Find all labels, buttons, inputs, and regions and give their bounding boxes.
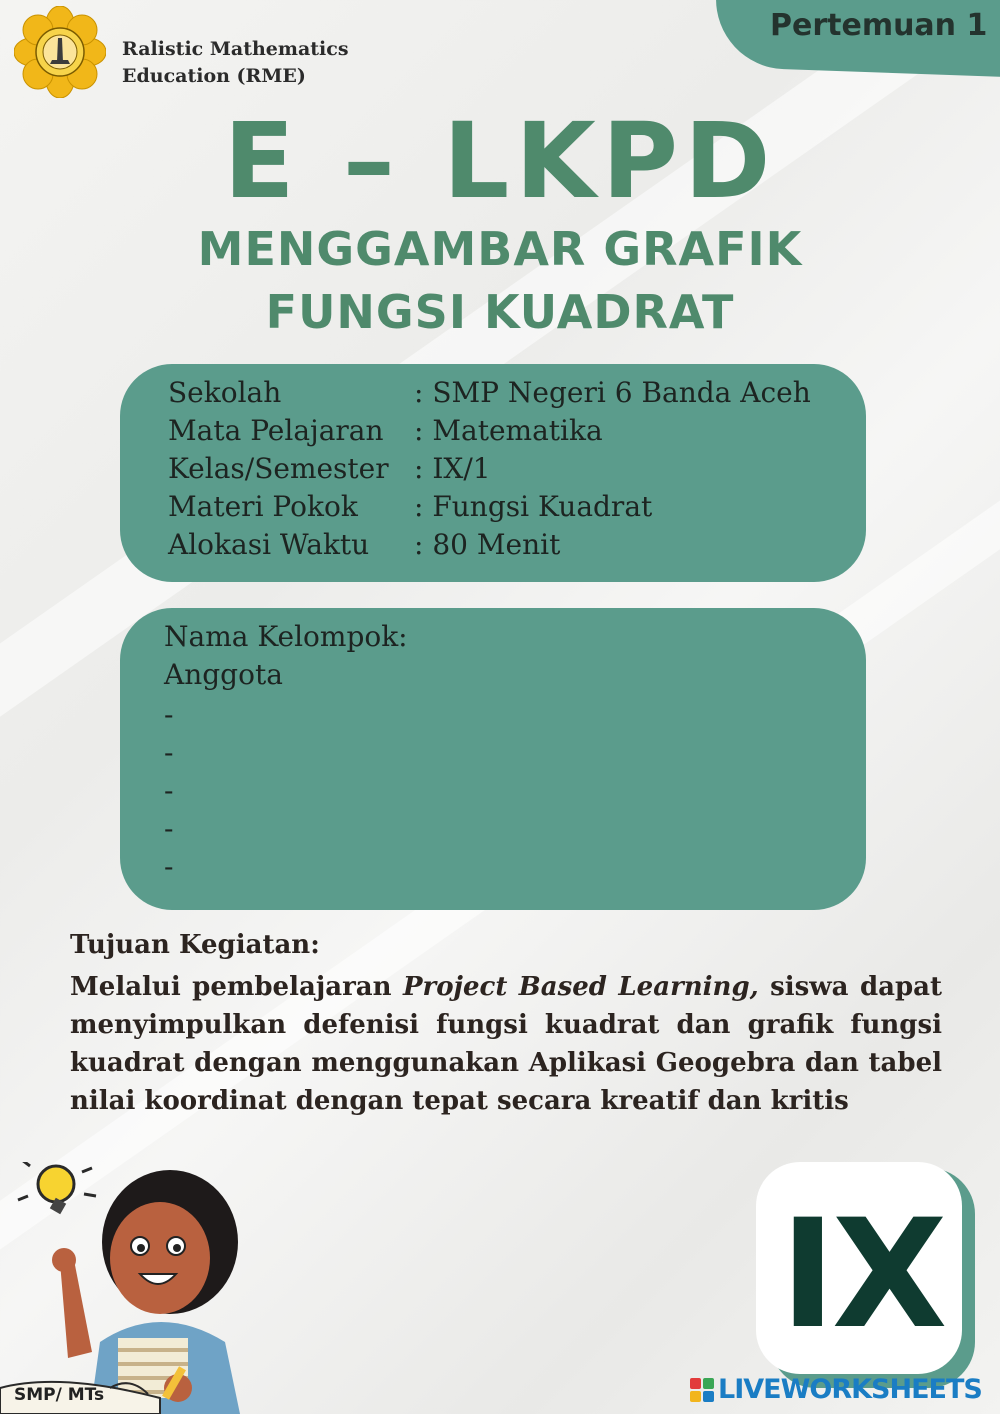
info-value: : IX/1 — [414, 452, 491, 485]
info-value: : 80 Menit — [414, 528, 561, 561]
member-entry[interactable]: - — [164, 698, 174, 731]
goal-text: Melalui pembelajaran Project Based Learning, siswa dapat menyimpulkan defenisi fungsi kuadrat dan grafik fungsi kuadrat dengan menggunakan Aplikasi Geogebra dan tabel nilai koordinat dengan tepat secara kreatif dan kritis — [70, 972, 943, 1116]
member-entry[interactable]: - — [164, 774, 174, 807]
university-logo-icon — [14, 6, 106, 98]
meeting-label: Pertemuan 1 — [770, 8, 988, 43]
info-label: Materi Pokok — [168, 490, 358, 523]
info-label: Kelas/Semester — [168, 452, 389, 485]
group-name-label: Nama Kelompok: — [164, 620, 408, 653]
subtitle-line-1: MENGGAMBAR GRAFIK — [197, 222, 803, 276]
grade-label: IX — [780, 1188, 944, 1362]
info-row-subject — [168, 414, 603, 447]
info-value: : Matematika — [414, 414, 603, 447]
group-members-label: Anggota — [164, 658, 283, 691]
member-entry[interactable]: - — [164, 812, 174, 845]
info-row-class — [168, 452, 491, 485]
subtitle-line-2: FUNGSI KUADRAT — [265, 285, 735, 339]
institution-name: Ralistic Mathematics Education (RME) — [122, 38, 349, 87]
liveworksheets-logo-icon — [690, 1378, 714, 1402]
goal-heading: Tujuan Kegiatan: — [70, 930, 320, 960]
info-label: Mata Pelajaran — [168, 414, 384, 447]
group-panel — [120, 608, 866, 910]
liveworksheets-brand[interactable] — [690, 1374, 982, 1405]
student-illustration-icon — [0, 1162, 240, 1414]
school-level-label: SMP/ MTs — [14, 1385, 105, 1405]
info-row-school — [168, 376, 811, 409]
info-value: : Fungsi Kuadrat — [414, 490, 653, 523]
info-row-time — [168, 528, 560, 561]
info-row-topic — [168, 490, 652, 523]
info-value: : SMP Negeri 6 Banda Aceh — [414, 376, 811, 409]
page-title: E – LKPD — [223, 100, 777, 222]
info-label: Sekolah — [168, 376, 282, 409]
member-entry[interactable]: - — [164, 850, 174, 883]
member-entry[interactable]: - — [164, 736, 174, 769]
info-label: Alokasi Waktu — [168, 528, 370, 561]
brand-name: LIVEWORKSHEETS — [718, 1374, 982, 1405]
